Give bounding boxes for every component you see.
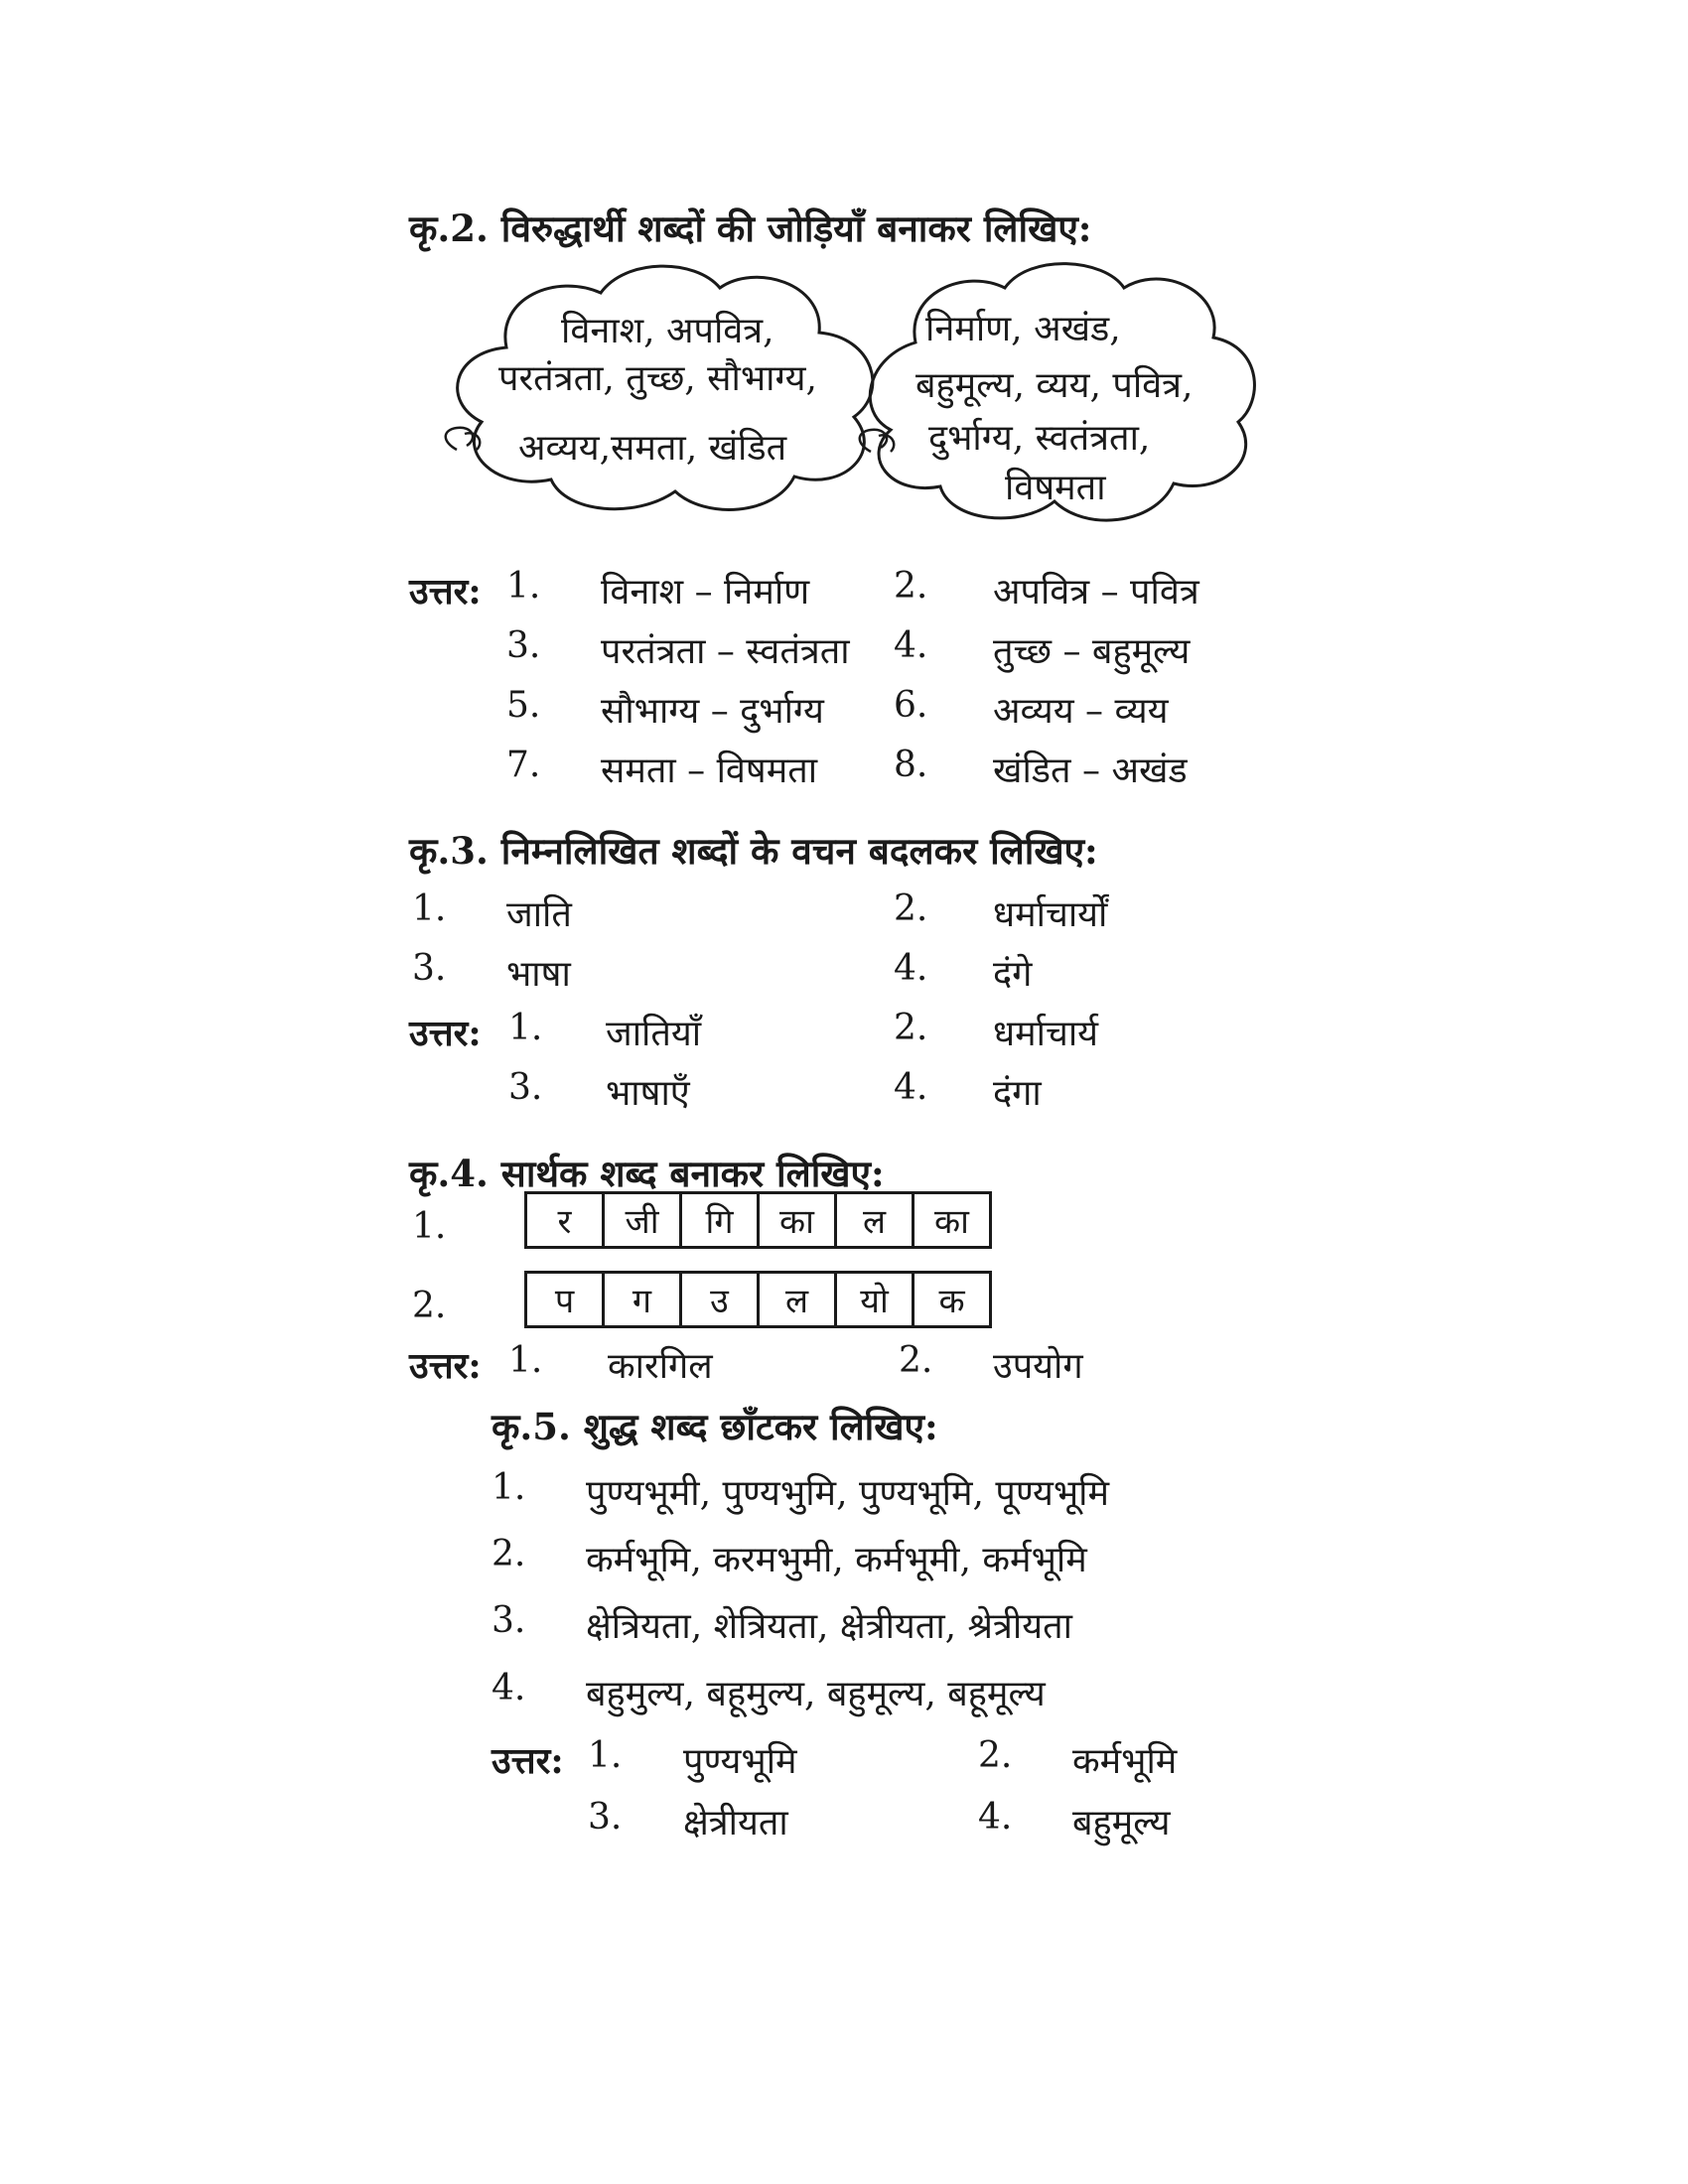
q3-item-num: 3. <box>412 948 447 989</box>
q2-answer-num: 7. <box>506 745 541 785</box>
q2-answer-text: तुच्छ – बहुमूल्य <box>993 631 1191 672</box>
q5-answer-label: उत्तर: <box>492 1740 564 1782</box>
q3-item-text: धर्माचार्यों <box>993 894 1108 935</box>
q3-answer-label: उत्तर: <box>409 1013 482 1054</box>
q5-answer-text: पुण्यभूमि <box>683 1741 797 1782</box>
q4-row-num: 2. <box>412 1286 447 1326</box>
q3-title: कृ.3. निम्नलिखित शब्दों के वचन बदलकर लिखिए: <box>409 829 1098 873</box>
letter-cell: ग <box>604 1273 681 1327</box>
q2-answer-num: 3. <box>506 625 541 666</box>
q3-answer-text: धर्माचार्य <box>993 1014 1099 1054</box>
q3-item-num: 1. <box>412 888 447 929</box>
q4-answer-text: उपयोग <box>993 1346 1083 1387</box>
q2-answer-label: उत्तर: <box>409 571 482 613</box>
q5-item-num: 1. <box>492 1467 526 1508</box>
q5-answer-num: 4. <box>978 1797 1013 1838</box>
q5-item-text: पुण्यभूमी, पुण्यभुमि, पुण्यभूमि, पूण्यभूमि <box>586 1473 1110 1514</box>
letter-cell: ल <box>759 1273 836 1327</box>
q2-answer-text: विनाश – निर्माण <box>601 572 810 613</box>
q3-answer-num: 2. <box>894 1008 928 1048</box>
cloud-right-line-3: दुर्भाग्य, स्वतंत्रता, <box>928 418 1151 459</box>
letter-cell: र <box>526 1193 604 1248</box>
cloud-right-line-2: बहुमूल्य, व्यय, पवित्र, <box>915 365 1194 406</box>
q5-item-text: कर्मभूमि, करमभुमी, कर्मभूमी, कर्मभूमि <box>586 1540 1087 1580</box>
cloud-left-line-2: परतंत्रता, तुच्छ, सौभाग्य, <box>498 358 817 399</box>
letter-cell: का <box>914 1193 991 1248</box>
q5-answer-text: क्षेत्रीयता <box>683 1803 788 1843</box>
q2-answer-text: खंडित – अखंड <box>993 751 1188 791</box>
q2-answer-num: 4. <box>894 625 928 666</box>
q3-answer-text: दंगा <box>993 1073 1042 1114</box>
letter-cell: गि <box>681 1193 759 1248</box>
cloud-right-line-4: विषमता <box>1005 468 1106 508</box>
q4-answer-label: उत्तर: <box>409 1345 482 1387</box>
q2-answer-text: अपवित्र – पवित्र <box>993 572 1199 613</box>
letter-cell: ल <box>836 1193 914 1248</box>
q5-answer-text: कर्मभूमि <box>1072 1741 1178 1782</box>
q5-item-text: क्षेत्रियता, शेत्रियता, क्षेत्रीयता, श्रेत्रीयता <box>586 1606 1072 1647</box>
q4-answer-num: 1. <box>508 1340 543 1381</box>
q2-answer-num: 1. <box>506 566 541 607</box>
cloud-left-line-3: अव्यय,समता, खंडित <box>518 428 787 469</box>
q5-item-num: 3. <box>492 1600 526 1641</box>
q2-answer-text: सौभाग्य – दुर्भाग्य <box>601 691 824 732</box>
q3-answer-num: 1. <box>508 1008 543 1048</box>
q2-title: कृ.2. विरुद्धार्थी शब्दों की जोड़ियाँ बनाकर लिखिए: <box>409 206 1092 250</box>
letter-cell: का <box>759 1193 836 1248</box>
cloud-right-line-1: निर्माण, अखंड, <box>925 309 1121 349</box>
q4-answer-text: कारगिल <box>608 1346 713 1387</box>
q3-answer-text: जातियाँ <box>606 1014 702 1054</box>
q5-item-text: बहुमुल्य, बहूमुल्य, बहुमूल्य, बहूमूल्य <box>586 1674 1046 1714</box>
q5-answer-num: 2. <box>978 1735 1013 1776</box>
q5-answer-num: 1. <box>588 1735 623 1776</box>
q2-answer-num: 6. <box>894 685 928 726</box>
q2-answer-text: समता – विषमता <box>601 751 818 791</box>
letter-cell: क <box>914 1273 991 1327</box>
q2-answer-text: परतंत्रता – स्वतंत्रता <box>601 631 850 672</box>
cloud-left-line-1: विनाश, अपवित्र, <box>561 311 774 351</box>
letter-grid-1 <box>524 1191 992 1249</box>
letter-cell: उ <box>681 1273 759 1327</box>
q3-answer-text: भाषाएँ <box>606 1073 690 1114</box>
q2-answer-text: अव्यय – व्यय <box>993 691 1169 732</box>
q4-title: कृ.4. सार्थक शब्द बनाकर लिखिए: <box>409 1152 885 1195</box>
q3-item-num: 2. <box>894 888 928 929</box>
q3-item-text: जाति <box>506 894 572 935</box>
q3-answer-num: 4. <box>894 1067 928 1108</box>
q3-item-text: भाषा <box>506 954 571 995</box>
q5-answer-num: 3. <box>588 1797 623 1838</box>
q3-answer-num: 3. <box>508 1067 543 1108</box>
letter-cell: यो <box>836 1273 914 1327</box>
letter-cell: प <box>526 1273 604 1327</box>
q2-answer-num: 5. <box>506 685 541 726</box>
q4-answer-num: 2. <box>899 1340 933 1381</box>
q5-answer-text: बहुमूल्य <box>1072 1803 1171 1843</box>
q4-row-num: 1. <box>412 1206 447 1247</box>
q5-item-num: 2. <box>492 1534 526 1574</box>
q2-answer-num: 8. <box>894 745 928 785</box>
q5-title: कृ.5. शुद्ध शब्द छाँटकर लिखिए: <box>492 1405 938 1448</box>
q3-item-num: 4. <box>894 948 928 989</box>
letter-grid-2 <box>524 1271 992 1328</box>
q2-answer-num: 2. <box>894 566 928 607</box>
q5-item-num: 4. <box>492 1668 526 1708</box>
letter-cell: जी <box>604 1193 681 1248</box>
q3-item-text: दंगे <box>993 954 1033 995</box>
